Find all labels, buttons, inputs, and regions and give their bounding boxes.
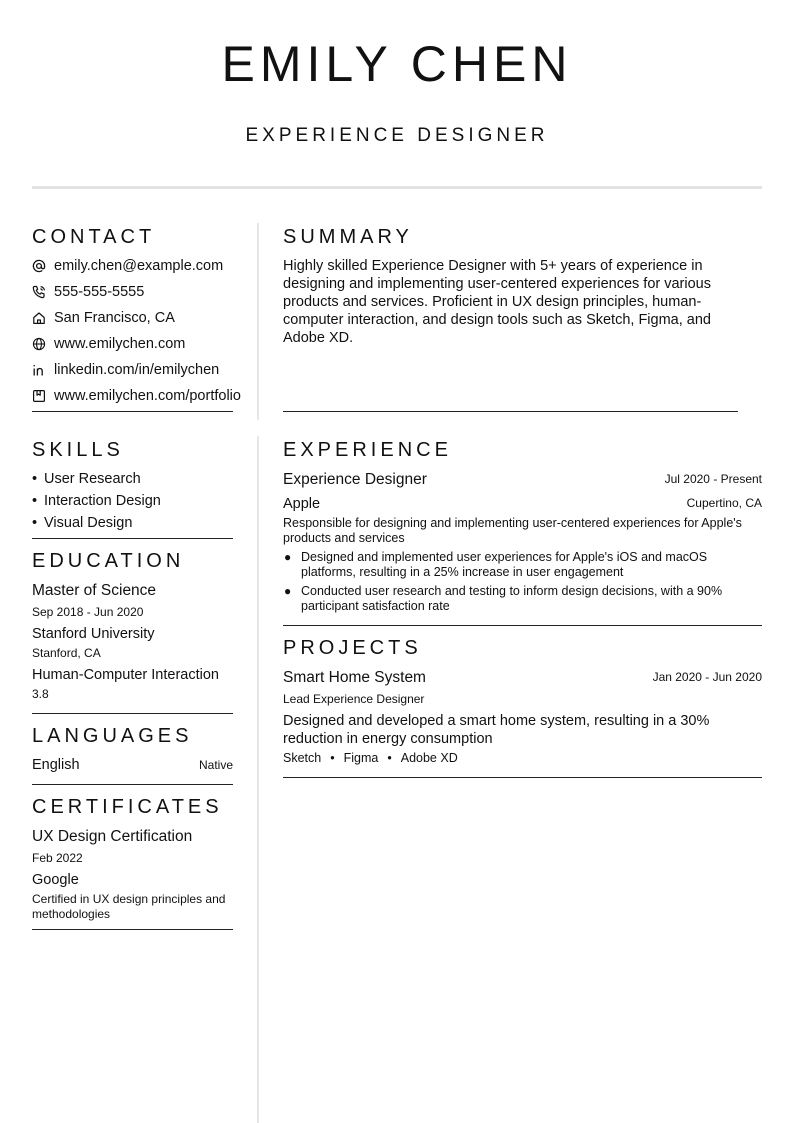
project-tool: Adobe XD bbox=[400, 751, 458, 765]
languages-heading: LANGUAGES bbox=[32, 725, 193, 747]
tool-separator: • bbox=[387, 751, 392, 765]
education-degree: Master of Science bbox=[32, 582, 157, 599]
column-divider-bottom bbox=[257, 436, 259, 1123]
experience-role: Experience Designer bbox=[283, 471, 427, 488]
education-location: Stanford, CA bbox=[32, 646, 101, 660]
contact-portfolio[interactable] bbox=[32, 386, 272, 406]
contact-linkedin-text: linkedin.com/in/emilychen bbox=[54, 362, 220, 378]
education-heading: EDUCATION bbox=[32, 550, 185, 572]
contact-website[interactable] bbox=[32, 334, 272, 354]
contact-phone-text: 555-555-5555 bbox=[54, 284, 145, 300]
education-gpa: 3.8 bbox=[32, 687, 49, 701]
project-role: Lead Experience Designer bbox=[283, 692, 425, 706]
skills-heading: SKILLS bbox=[32, 439, 124, 461]
experience-company: Apple bbox=[283, 496, 321, 512]
certificates-divider bbox=[32, 929, 233, 930]
experience-dates: Jul 2020 - Present bbox=[664, 472, 762, 486]
contact-linkedin[interactable] bbox=[32, 360, 272, 380]
resume-name: EMILY CHEN bbox=[221, 36, 573, 92]
skills-list bbox=[32, 468, 242, 534]
certificate-date: Feb 2022 bbox=[32, 851, 83, 865]
project-dates: Jan 2020 - Jun 2020 bbox=[652, 670, 762, 684]
list-item: • Visual Design bbox=[32, 515, 133, 531]
project-tool: Sketch bbox=[283, 751, 322, 765]
education-field: Human-Computer Interaction bbox=[32, 667, 219, 683]
contact-location-text: San Francisco, CA bbox=[54, 310, 175, 326]
home-icon bbox=[32, 311, 46, 325]
experience-bullets bbox=[283, 550, 753, 614]
certificates-heading: CERTIFICATES bbox=[32, 796, 223, 818]
contact-email-text: emily.chen@example.com bbox=[54, 258, 224, 274]
contact-divider bbox=[32, 411, 233, 412]
education-dates: Sep 2018 - Jun 2020 bbox=[32, 605, 144, 619]
linkedin-icon bbox=[32, 363, 46, 377]
list-item: ● Designed and implemented user experiences for Apple's iOS and macOS platforms, resulting in a 25% increase in user engagement bbox=[284, 550, 708, 579]
tool-separator: • bbox=[330, 751, 335, 765]
projects-divider bbox=[283, 777, 762, 778]
resume-title: EXPERIENCE DESIGNER bbox=[245, 125, 549, 146]
summary-divider bbox=[283, 411, 738, 412]
language-name: English bbox=[32, 757, 80, 773]
list-item: • Interaction Design bbox=[32, 493, 161, 509]
phone-icon bbox=[32, 285, 46, 299]
contact-location bbox=[32, 308, 272, 328]
languages-divider bbox=[32, 784, 233, 785]
education-divider bbox=[32, 713, 233, 714]
globe-icon bbox=[32, 337, 46, 351]
contact-heading: CONTACT bbox=[32, 226, 156, 248]
language-level: Native bbox=[198, 758, 233, 772]
header-divider bbox=[32, 186, 762, 189]
skills-divider bbox=[32, 538, 233, 539]
certificate-name: UX Design Certification bbox=[32, 828, 193, 845]
contact-phone[interactable] bbox=[32, 282, 272, 302]
summary-text: Highly skilled Experience Designer with 5+ years of experience in designing and implementing user-centered experiences for various products and services. Proficient in UX design principles, human-computer interaction, and design tools such as Sketch, Figma, and Adobe XD. bbox=[283, 258, 711, 346]
certificate-description: Certified in UX design principles and methodologies bbox=[32, 892, 226, 921]
list-item: • User Research bbox=[32, 471, 141, 487]
portfolio-icon bbox=[32, 389, 46, 403]
contact-email[interactable] bbox=[32, 256, 272, 276]
experience-divider bbox=[283, 625, 762, 626]
project-description: Designed and developed a smart home system, resulting in a 30% reduction in energy consumption bbox=[283, 713, 710, 747]
experience-description: Responsible for designing and implementing user-centered experiences for Apple's products and services bbox=[283, 516, 742, 545]
summary-heading: SUMMARY bbox=[283, 226, 413, 248]
project-tools bbox=[283, 751, 458, 766]
project-name: Smart Home System bbox=[283, 669, 426, 686]
certificate-issuer: Google bbox=[32, 872, 79, 888]
experience-heading: EXPERIENCE bbox=[283, 439, 452, 461]
education-school: Stanford University bbox=[32, 626, 155, 642]
project-tool: Figma bbox=[343, 751, 379, 765]
contact-website-text: www.emilychen.com bbox=[54, 336, 186, 352]
projects-heading: PROJECTS bbox=[283, 637, 422, 659]
contact-portfolio-text: www.emilychen.com/portfolio bbox=[54, 388, 241, 404]
experience-location: Cupertino, CA bbox=[686, 496, 762, 510]
at-icon bbox=[32, 259, 46, 273]
list-item: ● Conducted user research and testing to inform design decisions, with a 90% participant satisfaction rate bbox=[284, 584, 723, 613]
